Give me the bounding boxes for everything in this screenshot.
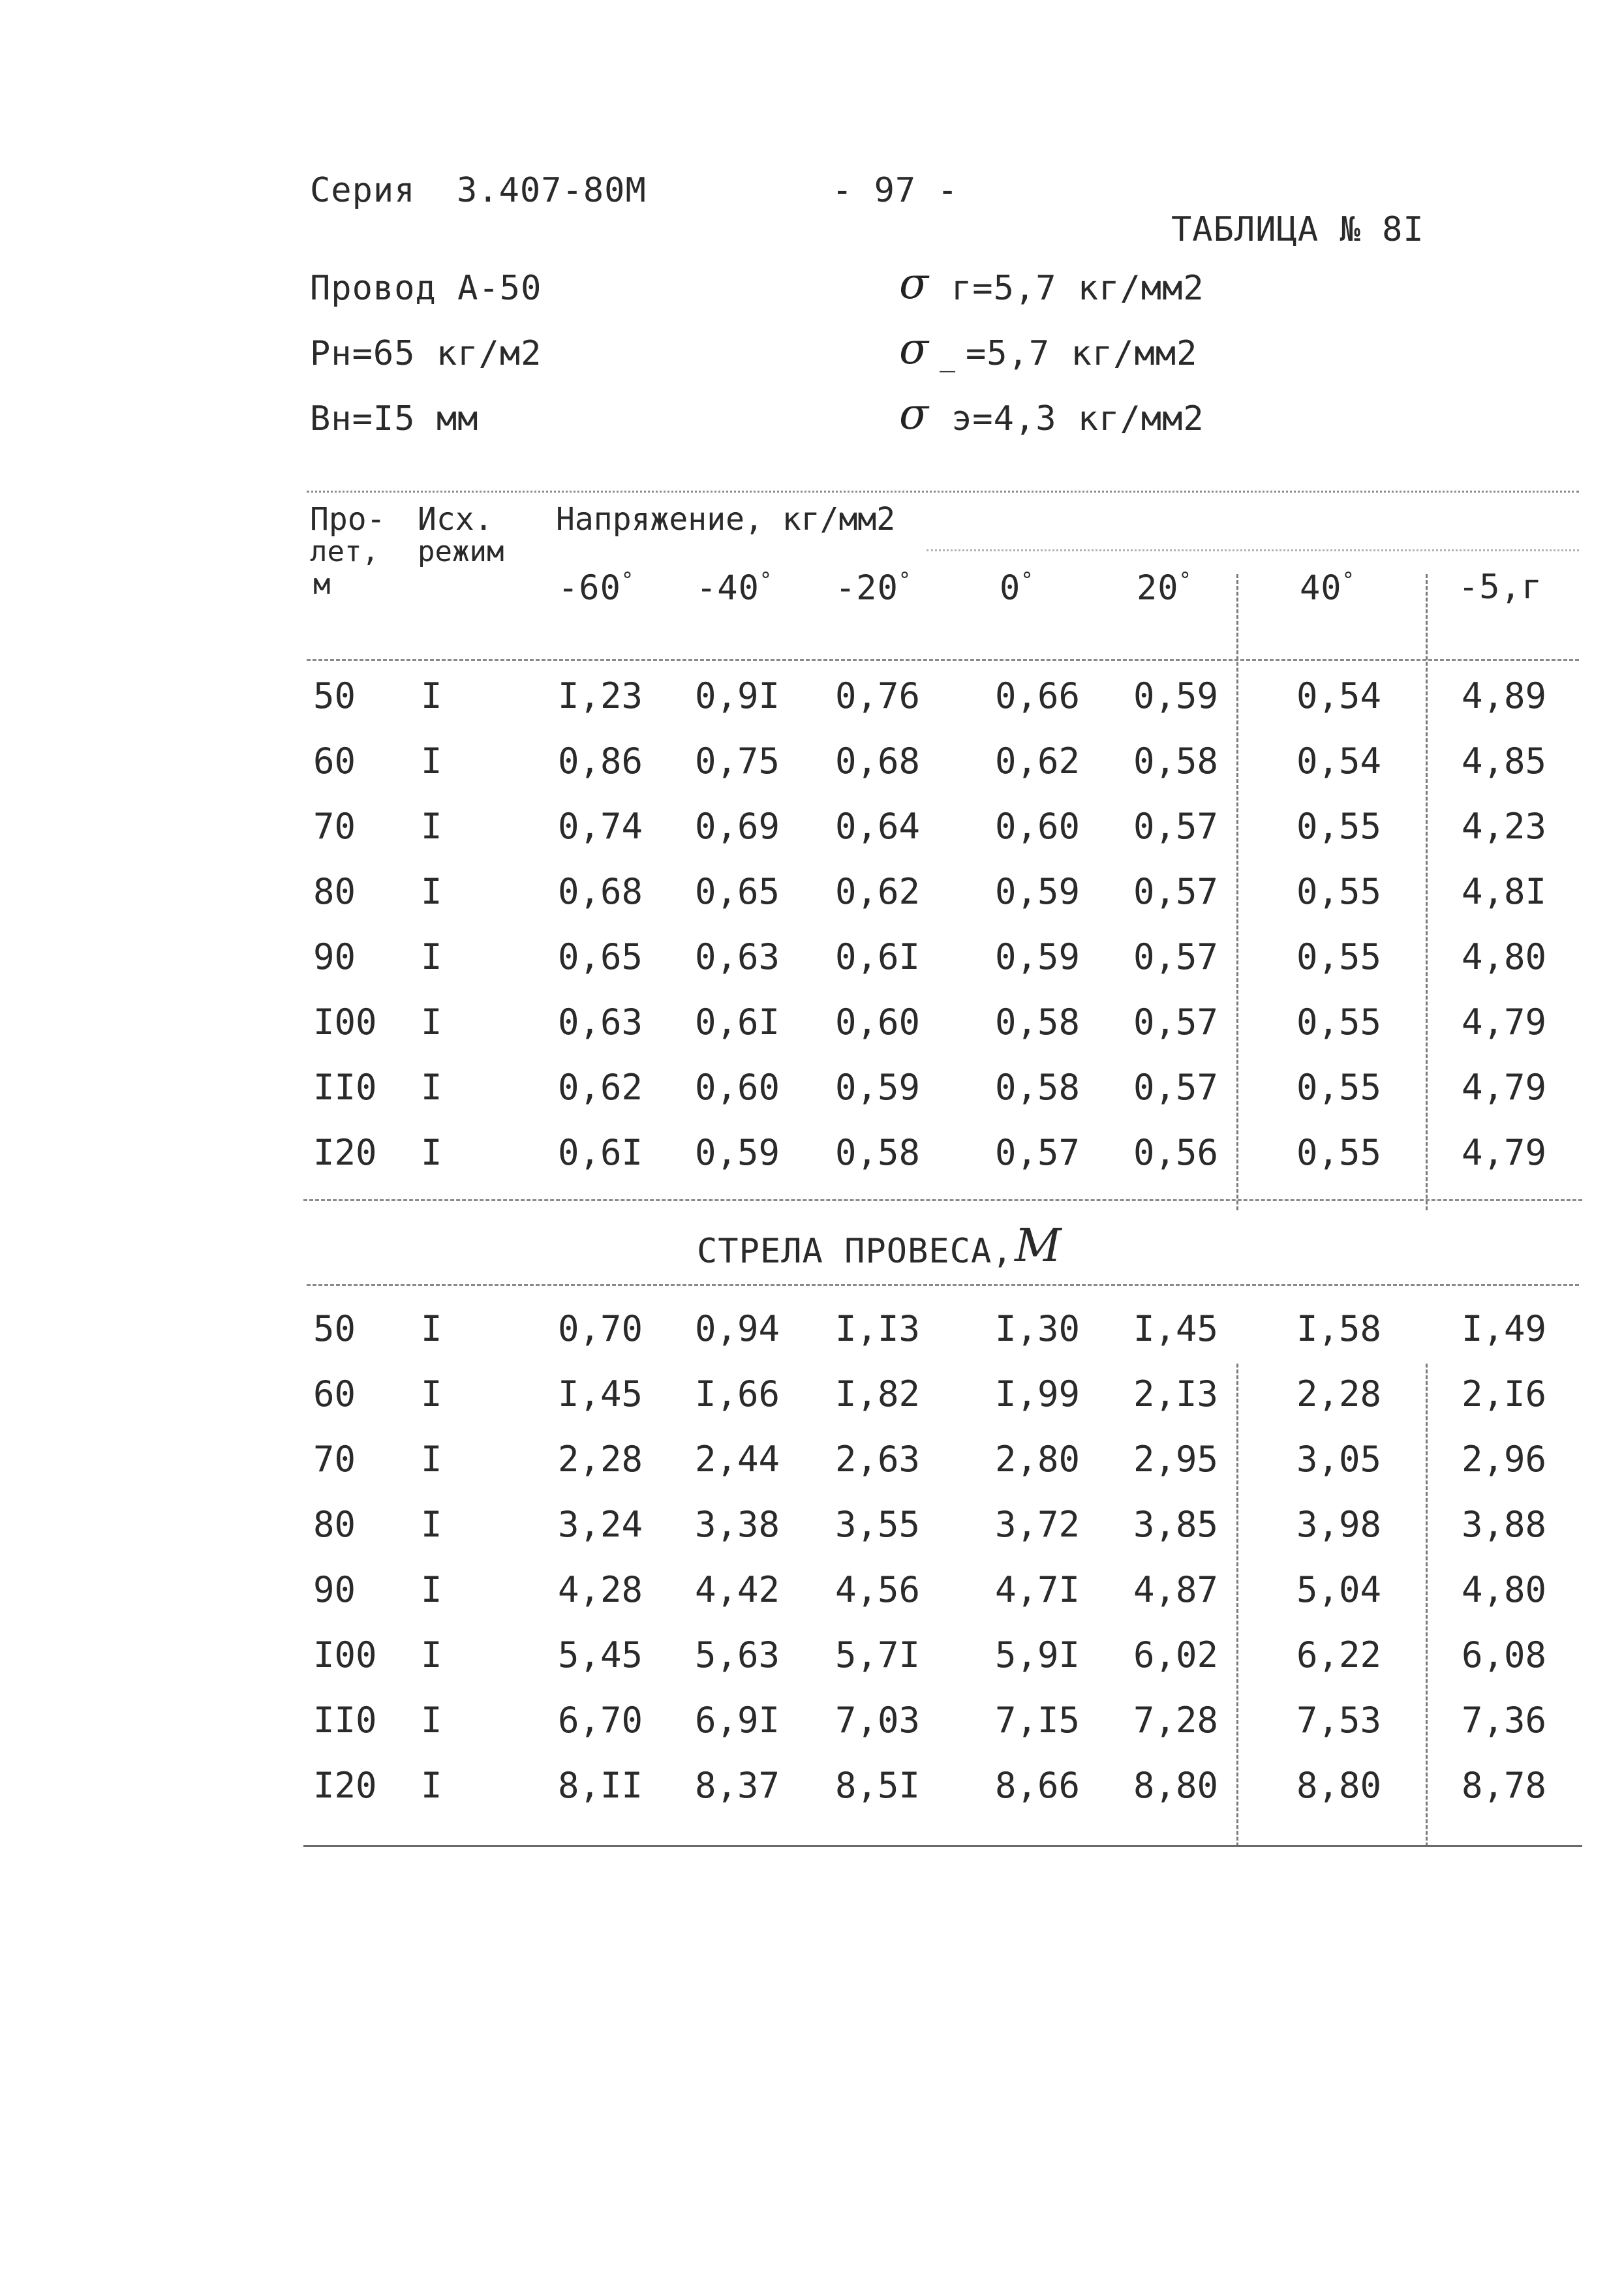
temp-header-4: 0° (1000, 568, 1034, 608)
value-cell: 3,05 (1296, 1439, 1382, 1480)
value-cell: 2,28 (557, 1439, 643, 1480)
value-cell: 8,II (557, 1765, 643, 1806)
value-cell: 4,23 (1461, 806, 1547, 847)
value-cell: 2,I6 (1461, 1373, 1547, 1415)
mode-cell: I (421, 1569, 442, 1610)
mode-cell: I (421, 1634, 442, 1675)
wire-type: Провод А-50 (310, 269, 542, 308)
value-cell: 0,62 (557, 1067, 643, 1108)
page-number: - 97 - (832, 171, 958, 210)
value-cell: 0,70 (557, 1308, 643, 1349)
value-cell: 0,58 (835, 1132, 921, 1173)
value-cell: 5,63 (694, 1634, 780, 1675)
value-cell: 2,44 (694, 1439, 780, 1480)
mode-cell: I (421, 936, 442, 977)
value-cell: 0,58 (994, 1067, 1080, 1108)
divider-40-sag (1236, 1364, 1238, 1846)
value-cell: 3,24 (557, 1504, 643, 1545)
value-cell: I,58 (1296, 1308, 1382, 1349)
value-cell: 4,89 (1461, 675, 1547, 716)
sag-unit-handwritten: М (1015, 1219, 1062, 1272)
value-cell: 0,65 (694, 871, 780, 912)
value-cell: 0,59 (694, 1132, 780, 1173)
mode-cell: I (421, 675, 442, 716)
value-cell: 0,55 (1296, 936, 1382, 977)
sag-top-rule (307, 1284, 1579, 1286)
value-cell: 4,8I (1461, 871, 1547, 912)
value-cell: 7,36 (1461, 1700, 1547, 1741)
sag-section-title: СТРЕЛА ПРОВЕСА, (697, 1232, 1013, 1271)
value-cell: 0,55 (1296, 806, 1382, 847)
temp-header-5: 20° (1137, 568, 1192, 608)
value-cell: 0,55 (1296, 1132, 1382, 1173)
sigma-g-symbol: σ (899, 258, 929, 309)
value-cell: 0,57 (1133, 806, 1219, 847)
value-cell: 4,87 (1133, 1569, 1219, 1610)
mode-cell: I (421, 1132, 442, 1173)
span-cell: I20 (313, 1765, 377, 1806)
temp-header-3: -20° (835, 568, 912, 608)
mode-cell: I (421, 1067, 442, 1108)
value-cell: 0,94 (694, 1308, 780, 1349)
value-cell: 0,59 (994, 871, 1080, 912)
value-cell: 3,85 (1133, 1504, 1219, 1545)
span-cell: II0 (313, 1700, 377, 1741)
value-cell: 4,28 (557, 1569, 643, 1610)
value-cell: I,66 (694, 1373, 780, 1415)
value-cell: 0,62 (835, 871, 921, 912)
span-cell: I20 (313, 1132, 377, 1173)
value-cell: I,49 (1461, 1308, 1547, 1349)
value-cell: 4,80 (1461, 936, 1547, 977)
value-cell: 3,72 (994, 1504, 1080, 1545)
value-cell: I,45 (557, 1373, 643, 1415)
value-cell: 0,86 (557, 741, 643, 782)
temp-header-1: -60° (558, 568, 635, 608)
sigma-g-value: г=5,7 кг/мм2 (951, 269, 1204, 308)
value-cell: I,I3 (835, 1308, 921, 1349)
value-cell: 7,03 (835, 1700, 921, 1741)
value-cell: 4,42 (694, 1569, 780, 1610)
mode-cell: I (421, 1439, 442, 1480)
span-cell: 50 (313, 1308, 356, 1349)
value-cell: 4,56 (835, 1569, 921, 1610)
temp-header-7: -5,г (1458, 568, 1543, 607)
value-cell: 8,5I (835, 1765, 921, 1806)
value-cell: 0,57 (1133, 936, 1219, 977)
sigma-minus-value: =5,7 кг/мм2 (966, 334, 1198, 373)
value-cell: 0,68 (835, 741, 921, 782)
value-cell: 0,6I (557, 1132, 643, 1173)
value-cell: 0,55 (1296, 1002, 1382, 1043)
value-cell: 0,55 (1296, 1067, 1382, 1108)
value-cell: 8,66 (994, 1765, 1080, 1806)
value-cell: 3,55 (835, 1504, 921, 1545)
value-cell: 0,60 (835, 1002, 921, 1043)
value-cell: 0,69 (694, 806, 780, 847)
value-cell: 3,88 (1461, 1504, 1547, 1545)
span-cell: 80 (313, 871, 356, 912)
value-cell: 0,57 (1133, 1067, 1219, 1108)
stress-title: Напряжение, кг/мм2 (556, 501, 896, 538)
value-cell: 5,7I (835, 1634, 921, 1675)
value-cell: 4,7I (994, 1569, 1080, 1610)
value-cell: 0,60 (694, 1067, 780, 1108)
value-cell: 0,59 (994, 936, 1080, 977)
value-cell: 0,54 (1296, 675, 1382, 716)
value-cell: 0,65 (557, 936, 643, 977)
value-cell: 0,57 (1133, 871, 1219, 912)
value-cell: 8,80 (1296, 1765, 1382, 1806)
value-cell: 4,85 (1461, 741, 1547, 782)
value-cell: 0,63 (557, 1002, 643, 1043)
value-cell: 3,38 (694, 1504, 780, 1545)
mode-cell: I (421, 1504, 442, 1545)
value-cell: 5,9I (994, 1634, 1080, 1675)
value-cell: 6,08 (1461, 1634, 1547, 1675)
sigma-e-symbol: σ (899, 389, 929, 439)
value-cell: 7,53 (1296, 1700, 1382, 1741)
value-cell: 3,98 (1296, 1504, 1382, 1545)
value-cell: 6,02 (1133, 1634, 1219, 1675)
value-cell: 0,75 (694, 741, 780, 782)
value-cell: 0,58 (994, 1002, 1080, 1043)
value-cell: 0,64 (835, 806, 921, 847)
span-cell: 60 (313, 1373, 356, 1415)
value-cell: 0,56 (1133, 1132, 1219, 1173)
value-cell: 7,28 (1133, 1700, 1219, 1741)
divider-minus5-stress (1426, 574, 1428, 1210)
stress-title-rule (927, 549, 1579, 551)
table-title: ТАБЛИЦА № 8I (1171, 210, 1424, 249)
value-cell: 0,57 (1133, 1002, 1219, 1043)
col-span-line1: Про- (310, 501, 386, 538)
span-cell: I00 (313, 1634, 377, 1675)
value-cell: 0,54 (1296, 741, 1382, 782)
value-cell: I,30 (994, 1308, 1080, 1349)
stress-bottom-rule (303, 1199, 1582, 1201)
mode-cell: I (421, 806, 442, 847)
mode-cell: I (421, 741, 442, 782)
value-cell: 8,80 (1133, 1765, 1219, 1806)
span-cell: II0 (313, 1067, 377, 1108)
value-cell: I,82 (835, 1373, 921, 1415)
value-cell: 7,I5 (994, 1700, 1080, 1741)
value-cell: 2,95 (1133, 1439, 1219, 1480)
value-cell: 4,79 (1461, 1002, 1547, 1043)
value-cell: 0,74 (557, 806, 643, 847)
value-cell: 5,04 (1296, 1569, 1382, 1610)
bn-value: Вн=I5 мм (310, 399, 479, 438)
value-cell: 2,I3 (1133, 1373, 1219, 1415)
sigma-e-value: э=4,3 кг/мм2 (951, 399, 1204, 438)
span-cell: 50 (313, 675, 356, 716)
value-cell: 2,28 (1296, 1373, 1382, 1415)
sigma-minus-symbol: σ (899, 324, 929, 374)
value-cell: 0,68 (557, 871, 643, 912)
value-cell: 6,9I (694, 1700, 780, 1741)
header-bottom-rule (307, 659, 1579, 661)
header-top-rule (307, 491, 1579, 493)
value-cell: 0,60 (994, 806, 1080, 847)
value-cell: I,23 (557, 675, 643, 716)
mode-cell: I (421, 1373, 442, 1415)
value-cell: 0,6I (835, 936, 921, 977)
value-cell: 2,96 (1461, 1439, 1547, 1480)
series-label: Серия (310, 171, 416, 210)
rn-value: Рн=65 кг/м2 (310, 334, 542, 373)
col-mode-line2: режим (418, 535, 504, 568)
value-cell: 6,70 (557, 1700, 643, 1741)
value-cell: 4,79 (1461, 1067, 1547, 1108)
divider-40-stress (1236, 574, 1238, 1210)
col-span-line3: м (313, 568, 331, 601)
value-cell: 5,45 (557, 1634, 643, 1675)
value-cell: 0,76 (835, 675, 921, 716)
value-cell: 0,9I (694, 675, 780, 716)
value-cell: I,99 (994, 1373, 1080, 1415)
span-cell: 60 (313, 741, 356, 782)
col-span-line2: лет, (310, 535, 379, 568)
span-cell: 80 (313, 1504, 356, 1545)
value-cell: 0,57 (994, 1132, 1080, 1173)
span-cell: 70 (313, 806, 356, 847)
mode-cell: I (421, 1700, 442, 1741)
temp-header-2: -40° (696, 568, 773, 608)
divider-minus5-sag (1426, 1364, 1428, 1846)
temp-header-6: 40° (1300, 568, 1355, 608)
mode-cell: I (421, 1765, 442, 1806)
value-cell: 6,22 (1296, 1634, 1382, 1675)
value-cell: I,45 (1133, 1308, 1219, 1349)
value-cell: 0,6I (694, 1002, 780, 1043)
value-cell: 0,58 (1133, 741, 1219, 782)
value-cell: 4,80 (1461, 1569, 1547, 1610)
span-cell: 70 (313, 1439, 356, 1480)
span-cell: 90 (313, 936, 356, 977)
span-cell: 90 (313, 1569, 356, 1610)
series-code: 3.407-80М (457, 171, 647, 210)
value-cell: 2,63 (835, 1439, 921, 1480)
mode-cell: I (421, 1002, 442, 1043)
value-cell: 2,80 (994, 1439, 1080, 1480)
sag-bottom-rule (303, 1845, 1582, 1847)
mode-cell: I (421, 1308, 442, 1349)
value-cell: 0,63 (694, 936, 780, 977)
span-cell: I00 (313, 1002, 377, 1043)
value-cell: 0,59 (835, 1067, 921, 1108)
value-cell: 4,79 (1461, 1132, 1547, 1173)
value-cell: 8,37 (694, 1765, 780, 1806)
value-cell: 0,55 (1296, 871, 1382, 912)
mode-cell: I (421, 871, 442, 912)
value-cell: 0,62 (994, 741, 1080, 782)
value-cell: 0,59 (1133, 675, 1219, 716)
value-cell: 8,78 (1461, 1765, 1547, 1806)
col-mode-line1: Исх. (418, 501, 493, 538)
sigma-minus-subscript: _ (940, 343, 957, 373)
value-cell: 0,66 (994, 675, 1080, 716)
